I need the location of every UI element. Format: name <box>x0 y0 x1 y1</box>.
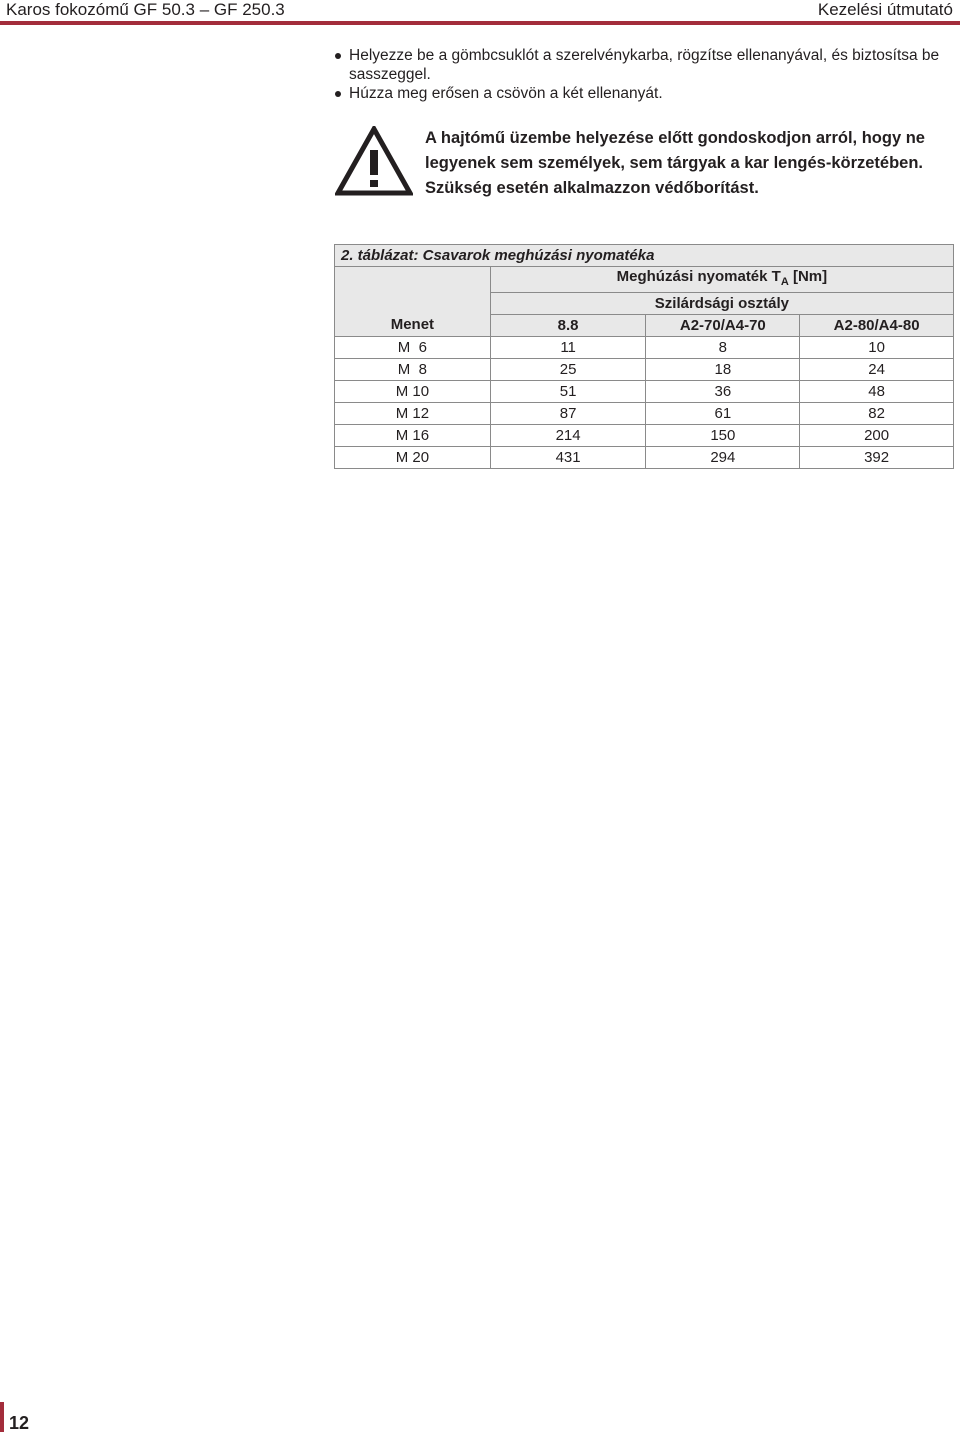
table-row <box>335 403 954 425</box>
torque-table <box>334 244 954 469</box>
value-cell: 61 <box>646 403 800 425</box>
table-row <box>335 359 954 381</box>
column-header-thread: Menet <box>335 315 491 337</box>
value-cell: 8 <box>646 337 800 359</box>
bullet-icon <box>335 91 341 97</box>
thread-cell: M 16 <box>335 425 491 447</box>
thread-cell: M 8 <box>335 359 491 381</box>
table-header-strength-class: Szilárdsági osztály <box>490 293 953 315</box>
value-cell: 24 <box>800 359 954 381</box>
table-row <box>335 425 954 447</box>
thread-cell: M 12 <box>335 403 491 425</box>
value-cell: 82 <box>800 403 954 425</box>
value-cell: 18 <box>646 359 800 381</box>
instruction-list <box>334 46 944 103</box>
value-cell: 25 <box>490 359 646 381</box>
table-header-blank <box>335 267 491 315</box>
table-caption: 2. táblázat: Csavarok meghúzási nyomatéka <box>335 245 954 267</box>
table-header-torque: Meghúzási nyomaték $T_A$ [Nm] <box>490 267 953 293</box>
list-item-text: Helyezze be a gömbcsuklót a szerelvénykarba, rögzítse ellenanyával, és biztosítsa be sasszeggel. <box>349 47 940 83</box>
thread-cell: M 20 <box>335 447 491 469</box>
header-document-type: Kezelési útmutató <box>817 0 953 19</box>
table-row <box>335 337 954 359</box>
page-header <box>0 0 960 22</box>
list-item <box>334 46 944 84</box>
table-row <box>335 381 954 403</box>
value-cell: 214 <box>490 425 646 447</box>
thread-cell: M 6 <box>335 337 491 359</box>
value-cell: 200 <box>800 425 954 447</box>
warning-triangle-icon <box>335 126 413 196</box>
value-cell: 48 <box>800 381 954 403</box>
value-cell: 11 <box>490 337 646 359</box>
page-number: 12 <box>9 1413 30 1433</box>
value-cell: 392 <box>800 447 954 469</box>
column-header-8-8: 8.8 <box>490 315 646 337</box>
table-row <box>335 447 954 469</box>
value-cell: 87 <box>490 403 646 425</box>
header-title: Karos fokozómű GF 50.3 – GF 250.3 <box>6 0 285 19</box>
value-cell: 51 <box>490 381 646 403</box>
list-item-text: Húzza meg erősen a csövön a két ellenanyát. <box>349 85 663 102</box>
warning-text: A hajtómű üzembe helyezése előtt gondoskodjon arról, hogy ne legyenek sem személyek, sem tárgyak a kar lengés-körzetében. Szükség esetén alkalmazzon védőborítást. <box>425 129 925 197</box>
value-cell: 10 <box>800 337 954 359</box>
value-cell: 431 <box>490 447 646 469</box>
header-rule <box>0 21 960 25</box>
column-header-a2-70: A2-70/A4-70 <box>646 315 800 337</box>
torque-table-container <box>334 244 954 469</box>
value-cell: 150 <box>646 425 800 447</box>
page-edge-marker <box>0 1402 4 1432</box>
thread-cell: M 10 <box>335 381 491 403</box>
bullet-icon <box>335 53 341 59</box>
list-item <box>334 84 944 103</box>
value-cell: 294 <box>646 447 800 469</box>
column-header-a2-80: A2-80/A4-80 <box>800 315 954 337</box>
value-cell: 36 <box>646 381 800 403</box>
